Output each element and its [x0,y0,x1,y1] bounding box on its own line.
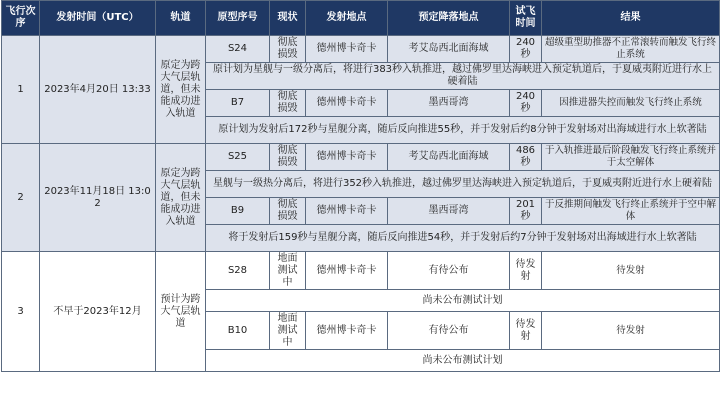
launch-site: 德州博卡奇卡 [306,90,388,117]
header-landing-site: 预定降落地点 [388,1,510,36]
landing-site: 墨西哥湾 [388,198,510,225]
plan-note: 原计划为发射后172秒与星舰分离，随后反向推进55秒，并于发射后约8分钟于发射场对出海域进行水上软著陆 [206,117,720,144]
result: 超级重型助推器不正常滚转而触发飞行终止系统 [542,36,720,63]
flight-table [1,0,720,372]
header-row [2,1,720,36]
result: 待发射 [542,252,720,290]
launch-site: 德州博卡奇卡 [306,36,388,63]
status: 地面测试中 [270,312,306,350]
flight-order: 1 [2,36,40,144]
landing-site: 有待公布 [388,312,510,350]
prototype-id: S24 [206,36,270,63]
prototype-id: B9 [206,198,270,225]
status: 彻底损毁 [270,144,306,171]
status: 地面测试中 [270,252,306,290]
header-launch-time: 发射时间（UTC） [40,1,156,36]
flight-duration: 待发射 [510,312,542,350]
prototype-id: S28 [206,252,270,290]
flight-duration: 240秒 [510,36,542,63]
launch-time: 不早于2023年12月 [40,252,156,372]
prototype-id: S25 [206,144,270,171]
status: 彻底损毁 [270,198,306,225]
flight-duration: 201秒 [510,198,542,225]
orbit: 原定为跨大气层轨道，但未能成功进入轨道 [156,144,206,252]
table-row [2,36,720,63]
header-prototype: 原型序号 [206,1,270,36]
status: 彻底损毁 [270,36,306,63]
flight-duration: 待发射 [510,252,542,290]
result: 待发射 [542,312,720,350]
orbit: 预计为跨大气层轨道 [156,252,206,372]
header-launch-site: 发射地点 [306,1,388,36]
header-result: 结果 [542,1,720,36]
header-flight-time: 试飞时间 [510,1,542,36]
header-orbit: 轨道 [156,1,206,36]
prototype-id: B10 [206,312,270,350]
table-row [2,144,720,171]
launch-time: 2023年11月18日 13:02 [40,144,156,252]
launch-site: 德州博卡奇卡 [306,252,388,290]
plan-note: 原计划为星舰与一级分离后，将进行383秒入轨推进，越过佛罗里达海峡进入预定轨道后，于夏威夷附近进行水上硬着陆 [206,63,720,90]
result: 于反推期间触发飞行终止系统并于空中解体 [542,198,720,225]
header-status: 现状 [270,1,306,36]
table-row [2,252,720,290]
launch-site: 德州博卡奇卡 [306,312,388,350]
landing-site: 考艾岛西北面海域 [388,144,510,171]
launch-site: 德州博卡奇卡 [306,198,388,225]
landing-site: 有待公布 [388,252,510,290]
flight-duration: 486秒 [510,144,542,171]
plan-note: 星舰与一级热分离后，将进行352秒入轨推进，越过佛罗里达海峡进入预定轨道后，于夏威夷附近进行水上硬着陆 [206,171,720,198]
prototype-id: B7 [206,90,270,117]
launch-site: 德州博卡奇卡 [306,144,388,171]
result: 于入轨推进最后阶段触发飞行终止系统并于太空解体 [542,144,720,171]
plan-note: 将于发射后159秒与星舰分离，随后反向推进54秒，并于发射后约7分钟于发射场对出海域进行水上软著陆 [206,225,720,252]
landing-site: 墨西哥湾 [388,90,510,117]
plan-note: 尚未公布测试计划 [206,350,720,372]
header-order: 飞行次序 [2,1,40,36]
orbit: 原定为跨大气层轨道，但未能成功进入轨道 [156,36,206,144]
plan-note: 尚未公布测试计划 [206,290,720,312]
landing-site: 考艾岛西北面海域 [388,36,510,63]
flight-duration: 240秒 [510,90,542,117]
status: 彻底损毁 [270,90,306,117]
flight-order: 3 [2,252,40,372]
result: 因推进器失控而触发飞行终止系统 [542,90,720,117]
flight-order: 2 [2,144,40,252]
launch-time: 2023年4月20日 13:33 [40,36,156,144]
